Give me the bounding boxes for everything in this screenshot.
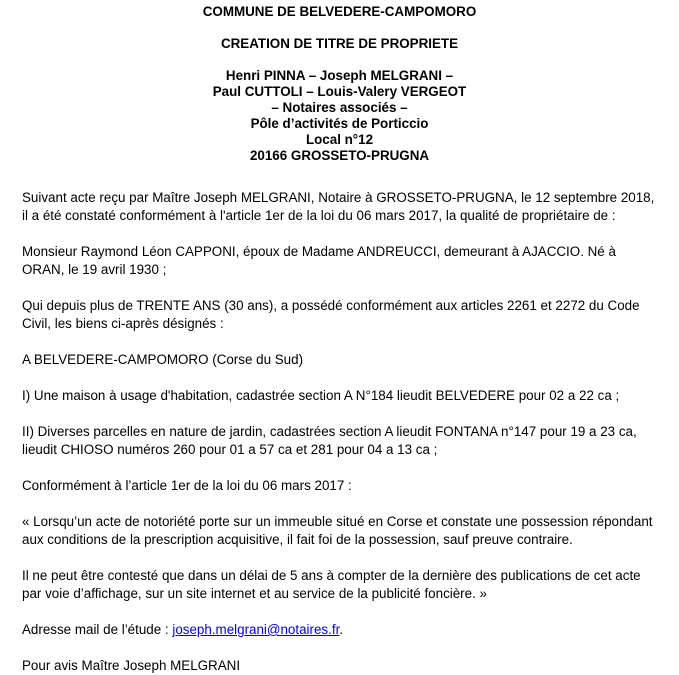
paragraph-parcels: II) Diverses parcelles en nature de jardin, cadastrées section A lieudit FONTANA n°147 pour 19 a 23 ca, lieudit CHIOSO numéros 260 pour 01 a 57 ca et 281 pour 04 a 13 ca ; (22, 424, 637, 457)
signature-line: Pour avis Maître Joseph MELGRANI (22, 658, 241, 673)
paragraph-location: A BELVEDERE-CAMPOMORO (Corse du Sud) (22, 352, 304, 367)
notice-header (22, 4, 657, 164)
commune-title: COMMUNE DE BELVEDERE-CAMPOMORO (202, 4, 477, 19)
office-line-2: Local n°12 (305, 132, 374, 147)
notaries-block (22, 68, 657, 164)
notaries-line-2: Paul CUTTOLI – Louis-Valery VERGEOT (212, 84, 467, 99)
email-suffix: . (339, 622, 344, 637)
office-line-1: Pôle d’activités de Porticcio (250, 116, 429, 131)
notaries-line-1: Henri PINNA – Joseph MELGRANI – (225, 68, 454, 83)
notice-title: CREATION DE TITRE DE PROPRIETE (220, 36, 459, 51)
paragraph-law-reference: Conformément à l’article 1er de la loi du 06 mars 2017 : (22, 478, 352, 493)
paragraph-law-quote-1: « Lorsqu’un acte de notoriété porte sur un immeuble situé en Corse et constate une possession répondant aux conditions de la prescription acquisitive, il fait foi de la possession, sauf preuve contraire. (22, 514, 653, 547)
paragraph-email (22, 621, 657, 639)
paragraph-owner: Monsieur Raymond Léon CAPPONI, époux de Madame ANDREUCCI, demeurant à AJACCIO. Né à ORAN, le 19 avril 1930 ; (22, 244, 616, 277)
office-line-3: 20166 GROSSETO-PRUGNA (249, 148, 430, 163)
email-label: Adresse mail de l’étude : (22, 622, 173, 637)
email-link[interactable]: joseph.melgrani@notaires.fr (172, 622, 340, 637)
paragraph-possession: Qui depuis plus de TRENTE ANS (30 ans), a possédé conformément aux articles 2261 et 2272 du Code Civil, les biens ci-après désignés : (22, 298, 640, 331)
paragraph-deed: Suivant acte reçu par Maître Joseph MELGRANI, Notaire à GROSSETO-PRUGNA, le 12 septembre 2018, il a été constaté conformément à l'article 1er de la loi du 06 mars 2017, la qualité de propriétaire de : (22, 190, 655, 223)
paragraph-house: I) Une maison à usage d'habitation, cadastrée section A N°184 lieudit BELVEDERE pour 02 a 22 ca ; (22, 388, 620, 403)
paragraph-law-quote-2: Il ne peut être contesté que dans un délai de 5 ans à compter de la dernière des publications de cet acte par voie d’affichage, sur un site internet et au service de la publicité foncière. » (22, 568, 641, 601)
notice-body (22, 189, 657, 675)
notaries-line-3: – Notaires associés – (271, 100, 408, 115)
